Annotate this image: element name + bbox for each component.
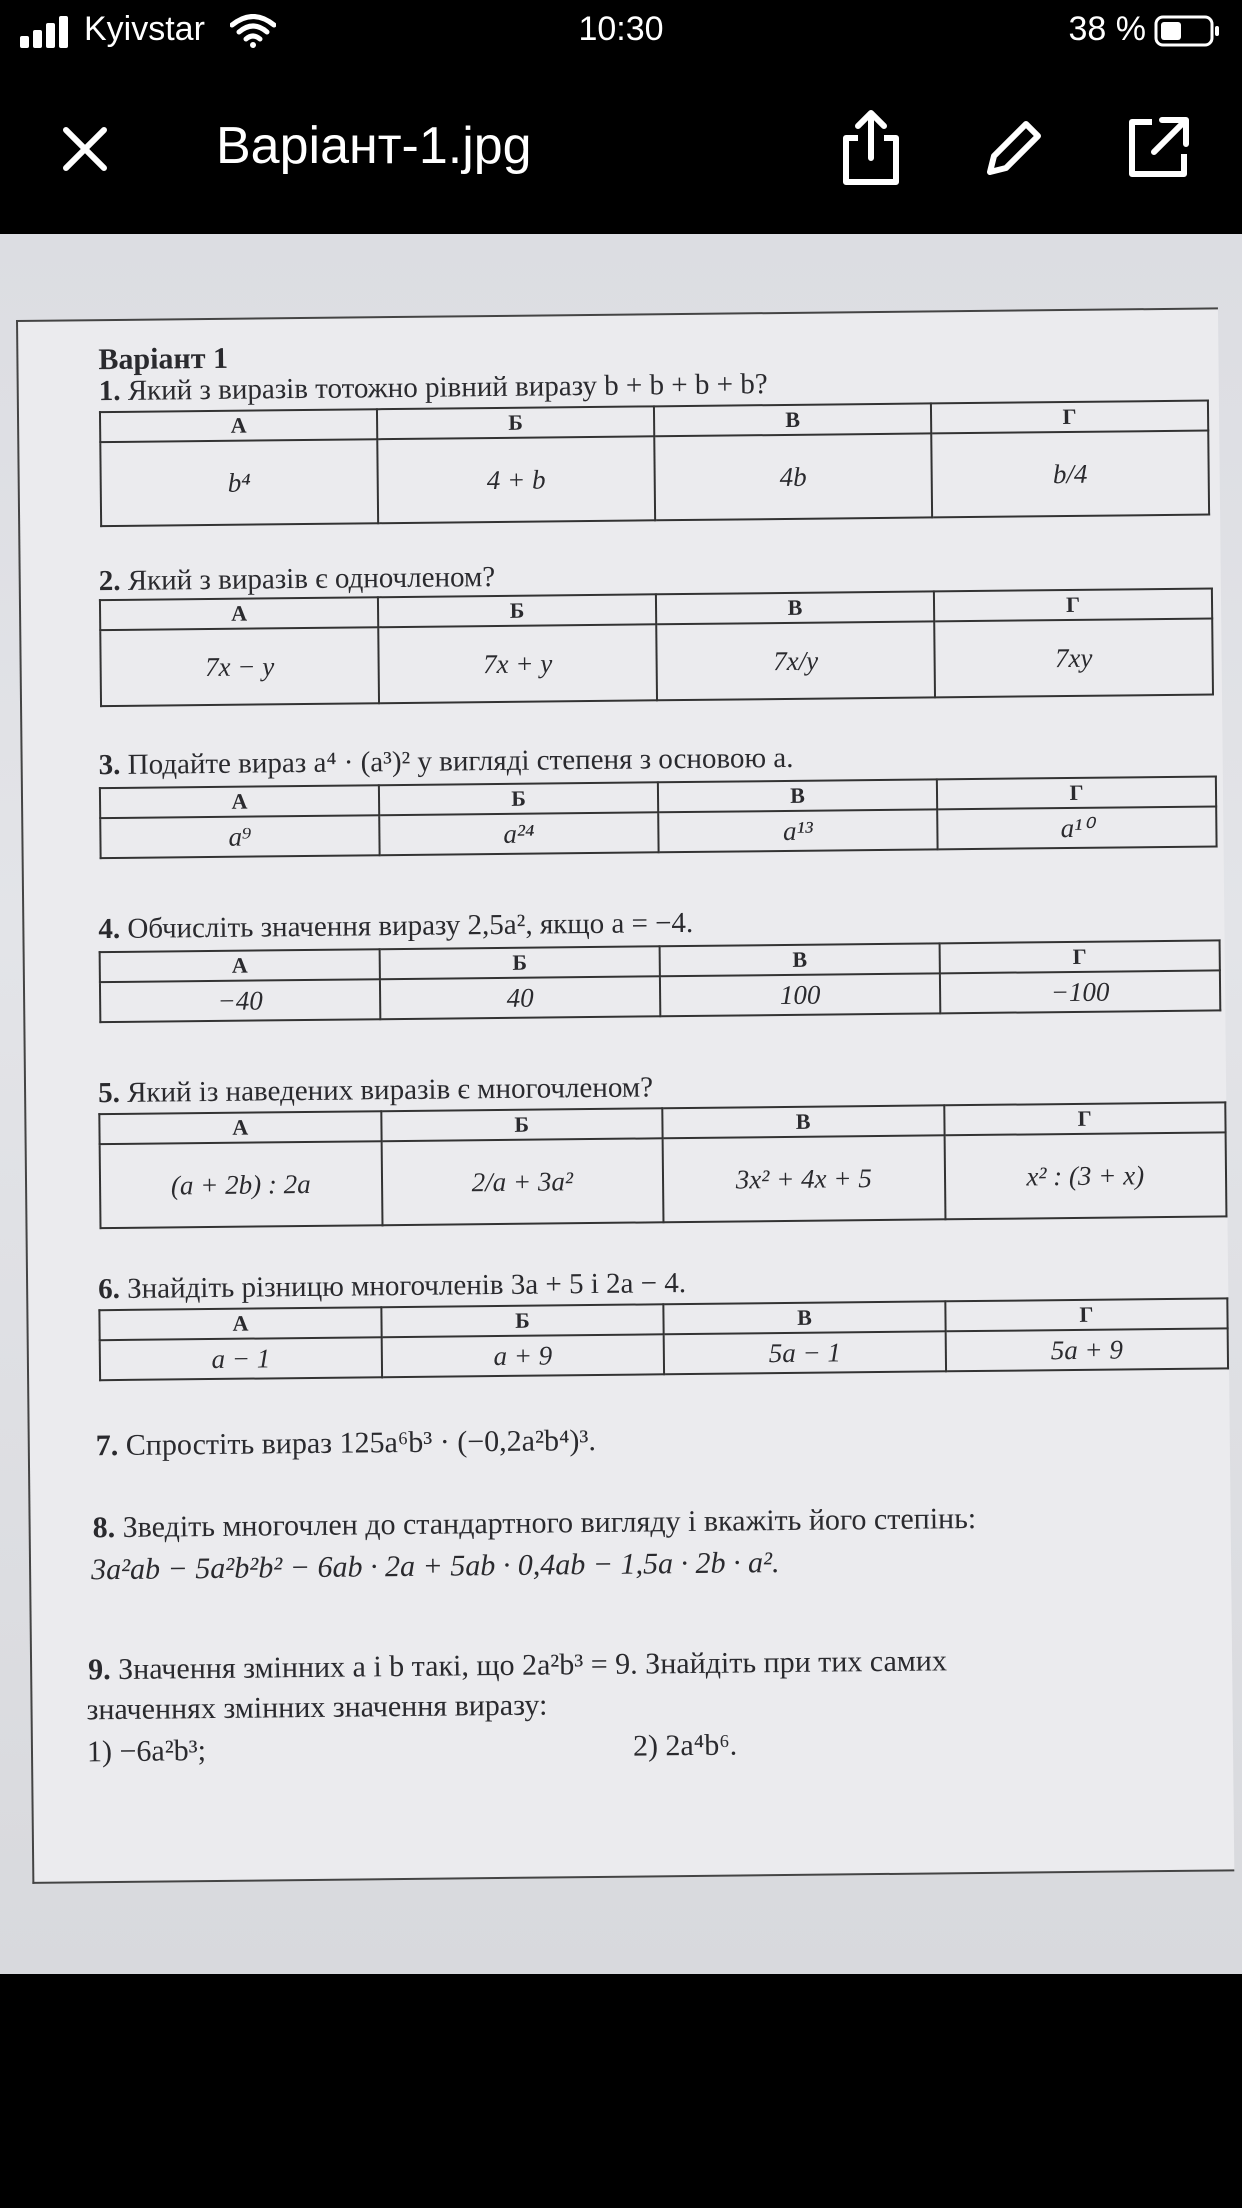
q1-answer-a: b⁴ xyxy=(100,439,378,526)
q5-answer-a: (a + 2b) : 2a xyxy=(100,1141,382,1228)
status-bar xyxy=(0,0,1242,64)
variant-title: Варіант 1 xyxy=(98,341,229,377)
worksheet xyxy=(16,307,1234,1884)
question-1: 1. Який з виразів тотожно рівний виразу b + b + b + b? xyxy=(98,368,768,408)
question-6: 6. Знайдіть різницю многочленів 3a + 5 і 2a − 4. xyxy=(97,1267,687,1306)
q2-answer-d: 7xy xyxy=(934,618,1213,697)
q6-answer-c: 5a − 1 xyxy=(664,1331,946,1374)
q3-answer-a: a⁹ xyxy=(100,815,379,858)
close-button[interactable] xyxy=(50,114,120,184)
q4-answer-d: −100 xyxy=(940,970,1220,1013)
carrier-name: Kyivstar xyxy=(84,10,205,48)
q5-answer-c: 3x² + 4x + 5 xyxy=(663,1135,945,1222)
q4-answer-a: −40 xyxy=(100,979,380,1022)
question-2: 2. Який з виразів є одночленом? xyxy=(98,560,496,598)
question-8: 8. Зведіть многочлен до стандартного вигляду і вкажіть його степінь: xyxy=(92,1502,977,1545)
share-icon[interactable] xyxy=(836,108,906,188)
q4-answer-c: 100 xyxy=(660,973,940,1016)
document-photo[interactable] xyxy=(0,234,1242,1974)
edit-icon[interactable] xyxy=(978,112,1050,184)
q1-answer-d: b/4 xyxy=(931,431,1209,518)
q3-answer-c: a¹³ xyxy=(658,809,937,852)
question-3: 3. Подайте вираз a⁴ · (a³)² у вигляді степеня з основою a. xyxy=(98,741,794,782)
q5-answer-b: 2/a + 3a² xyxy=(381,1138,663,1225)
q3-answer-b: a²⁴ xyxy=(379,812,658,855)
q2-answer-c: 7x/y xyxy=(656,621,935,700)
question-7: 7. Спростіть вираз 125a⁶b³ · (−0,2a²b⁴)³. xyxy=(95,1423,597,1463)
answer-table-6: А Б В Г a − 1 a + 9 5a − 1 5a + 9 xyxy=(98,1297,1229,1381)
question-9: 9. Значення змінних a і b такі, що 2a²b³ = 9. Знайдіть при тих самих xyxy=(87,1644,948,1687)
file-title: Варіант-1.jpg xyxy=(216,117,532,175)
question-8-expression: 3a²ab − 5a²b²b² − 6ab · 2a + 5ab · 0,4ab − 1,5a · 2b · a². xyxy=(90,1546,780,1587)
question-5: 5. Який із наведених виразів є многочленом? xyxy=(97,1071,654,1110)
question-9-line2: значеннях змінних значення виразу: xyxy=(86,1688,548,1727)
q6-answer-d: 5a + 9 xyxy=(946,1328,1228,1371)
q6-answer-b: a + 9 xyxy=(382,1334,664,1377)
q2-answer-a: 7x − y xyxy=(100,627,379,706)
battery-percentage: 38 % xyxy=(1068,10,1146,48)
open-external-icon[interactable] xyxy=(1122,112,1194,184)
q1-answer-b: 4 + b xyxy=(377,436,655,523)
q5-answer-d: x² : (3 + x) xyxy=(944,1132,1226,1219)
q6-answer-a: a − 1 xyxy=(100,1337,382,1380)
app-bar xyxy=(0,64,1242,234)
answer-table-5: А Б В Г (a + 2b) : 2a 2/a + 3a² 3x² + 4x + 5 x² : (3 + x) xyxy=(98,1101,1227,1229)
answer-table-3: А Б В Г a⁹ a²⁴ a¹³ a¹⁰ xyxy=(99,775,1218,859)
q1-answer-c: 4b xyxy=(654,433,932,520)
q2-answer-b: 7x + y xyxy=(378,624,657,703)
question-4: 4. Обчисліть значення виразу 2,5a², якщо a = −4. xyxy=(98,906,694,946)
q4-answer-b: 40 xyxy=(380,976,660,1019)
clock: 10:30 xyxy=(578,10,664,48)
answer-table-4: А Б В Г −40 40 100 −100 xyxy=(99,939,1222,1023)
answer-table-1: А Б В Г b⁴ 4 + b 4b b/4 xyxy=(99,400,1210,528)
q3-answer-d: a¹⁰ xyxy=(937,806,1216,849)
question-9-part1: 1) −6a²b³; xyxy=(86,1734,207,1769)
answer-table-2: А Б В Г 7x − y 7x + y 7x/y 7xy xyxy=(99,587,1214,707)
question-9-part2: 2) 2a⁴b⁶. xyxy=(632,1728,738,1763)
battery-icon xyxy=(1154,14,1220,48)
close-icon xyxy=(62,126,108,172)
viewer-background xyxy=(0,1974,1242,2208)
